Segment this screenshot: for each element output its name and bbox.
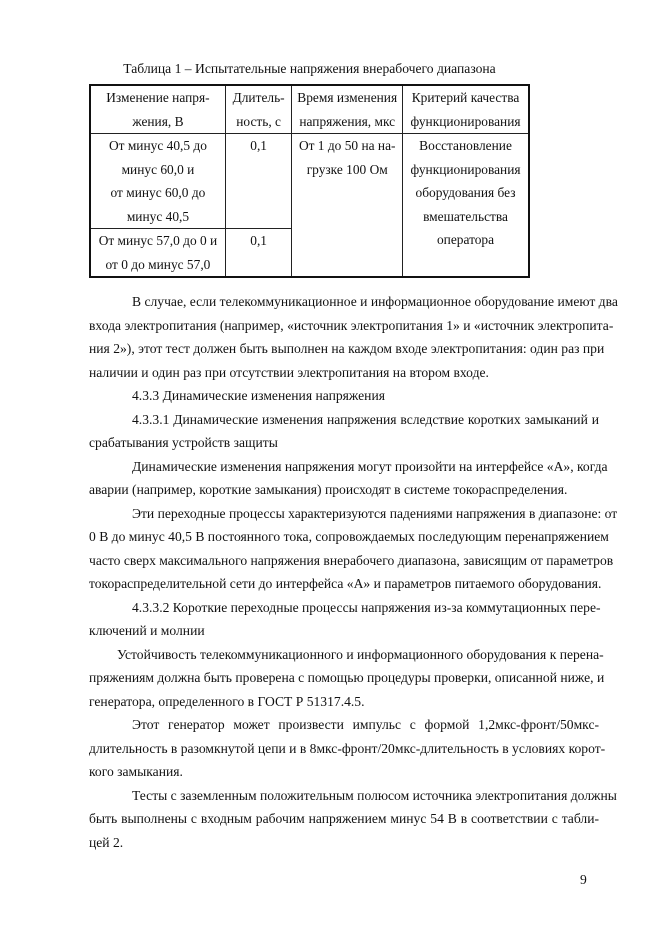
cell-text: 0,1 (250, 233, 267, 248)
text-line: цей 2. (89, 834, 124, 850)
paragraph (89, 290, 618, 384)
cell-voltage-change (90, 229, 225, 278)
cell-duration (225, 229, 291, 278)
text-line: Динамические изменения напряжения могут произойти на интерфейсе «А», когда (132, 458, 608, 474)
text-line: токораспределительной сети до интерфейса «А» и параметров питаемого оборудования. (89, 576, 602, 591)
header-text: ность, с (236, 113, 281, 129)
paragraph (89, 502, 618, 596)
cell-text: От минус 57,0 до 0 и (98, 233, 218, 248)
text-line: 4.3.3 Динамические изменения напряжения (132, 388, 385, 403)
cell-duration (225, 134, 291, 229)
body-text (89, 290, 618, 854)
cell-text: вмешательства (423, 208, 508, 224)
table-header-row (90, 85, 529, 134)
cell-voltage-change (90, 134, 225, 229)
paragraph (89, 455, 608, 502)
text-line: Эти переходные процессы характеризуются падениями напряжения в диапазоне: от (132, 505, 618, 521)
cell-text: функционирования (410, 161, 521, 177)
cell-text: минус 60,0 и (121, 161, 195, 177)
header-text: функционирования (410, 113, 521, 129)
header-text: жения, В (132, 113, 184, 129)
cell-text: оператора (436, 232, 495, 247)
text-line: Тесты с заземленным положительным полюсом источника электропитания должны (132, 787, 617, 803)
cell-criterion (403, 134, 529, 278)
cell-text: 0,1 (250, 138, 267, 153)
paragraph (89, 384, 599, 408)
text-line: ключений и молнии (89, 623, 205, 638)
text-line: кого замыкания. (89, 764, 183, 779)
paragraph (89, 713, 606, 784)
text-line: Устойчивость телекоммуникационного и информационного оборудования к перена- (117, 646, 604, 662)
header-text: Критерий качества (411, 90, 520, 105)
text-line: пряжениям должна быть проверена с помощью процедуры проверки, описанной ниже, и (89, 670, 605, 685)
header-criterion (403, 85, 529, 134)
cell-text: От 1 до 50 на на- (298, 138, 396, 153)
cell-text: минус 40,5 (126, 208, 190, 224)
cell-change-time (292, 134, 403, 278)
header-voltage-change (90, 85, 225, 134)
text-line: 4.3.3.2 Короткие переходные процессы напряжения из-за коммутационных пере- (132, 599, 601, 615)
text-line: наличии и один раз при отсутствии электропитания на втором входе. (89, 364, 489, 380)
text-line: 4.3.3.1 Динамические изменения напряжения вследствие коротких замыканий и (132, 411, 599, 427)
text-line: В случае, если телекоммуникационное и информационное оборудование имеют два (132, 294, 618, 309)
paragraph (89, 408, 599, 455)
test-voltage-table (89, 84, 530, 278)
text-line: входа электропитания (например, «источник электропитания 1» и «источник электропита- (89, 317, 614, 333)
header-duration (225, 85, 291, 134)
text-line: 0 В до минус 40,5 В постоянного тока, сопровождаемых последующим перенапряжением (89, 529, 609, 544)
cell-text: От минус 40,5 до (108, 138, 207, 153)
text-line: Этот генератор может произвести импульс с формой 1,2мкс-фронт/50мкс- (132, 717, 599, 732)
table-row (90, 134, 529, 229)
text-line: длительность в разомкнутой цепи и в 8мкс-фронт/20мкс-длительность в условиях корот- (89, 740, 606, 756)
paragraph (89, 784, 617, 855)
header-change-time (292, 85, 403, 134)
page-number: 9 (580, 872, 587, 887)
table-caption: Таблица 1 – Испытательные напряжения внерабочего диапазона (123, 61, 496, 76)
header-text: Изменение напря- (106, 90, 210, 105)
cell-text: Восстановление (419, 138, 512, 153)
cell-text: от минус 60,0 до (110, 185, 206, 200)
text-line: ния 2»), этот тест должен быть выполнен на каждом входе электропитания: один раз при (89, 341, 605, 356)
cell-text: от 0 до минус 57,0 (105, 256, 211, 272)
header-text: Длитель- (232, 90, 285, 105)
paragraph (89, 643, 605, 714)
text-line: быть выполнены с входным рабочим напряжением минус 54 В в соответствии с табли- (89, 811, 599, 826)
header-text: напряжения, мкс (299, 113, 396, 129)
text-line: срабатывания устройств защиты (89, 435, 278, 450)
text-line: генератора, определенного в ГОСТ Р 51317.4.5. (89, 693, 365, 709)
text-line: аварии (например, короткие замыкания) происходят в системе токораспределения. (89, 482, 568, 497)
text-line: часто сверх максимального напряжения внерабочего диапазона, зависящим от параметров (89, 552, 614, 568)
cell-text: грузке 100 Ом (306, 161, 388, 177)
paragraph (89, 596, 599, 643)
header-text: Время изменения (297, 90, 398, 105)
cell-text: оборудования без (415, 185, 516, 200)
